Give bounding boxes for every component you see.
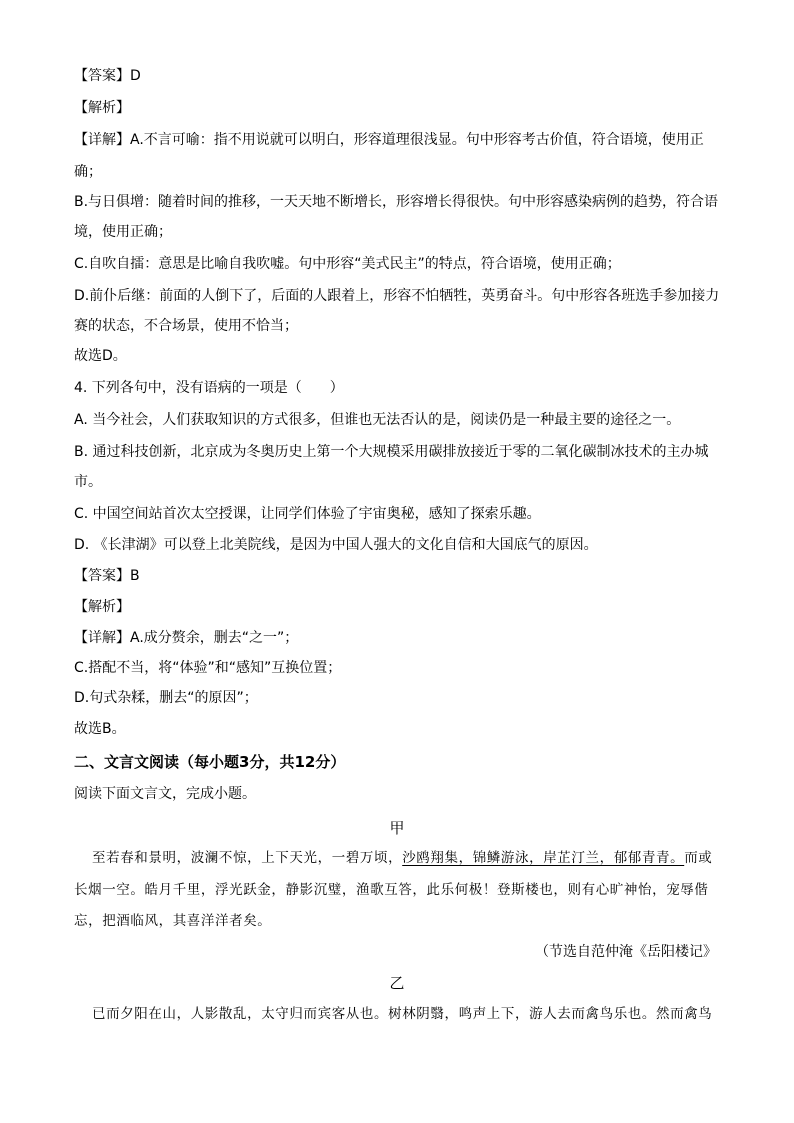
- q3-detail-line-d1: D.前仆后继：前面的人倒下了，后面的人跟着上，形容不怕牺牲，英勇奋斗。句中形容各班选手参加接力: [74, 288, 720, 304]
- section-instruction: 阅读下面文言文，完成小题。: [74, 786, 256, 802]
- passage-title-jia: 甲: [389, 819, 405, 837]
- q3-detail-line-c: C.自吹自擂：意思是比喻自我吹嘘。句中形容“美式民主”的特点，符合语境，使用正确；: [74, 256, 621, 272]
- passage-text: 至若春和景明，波澜不惊，上下天光，一碧万顷，: [92, 850, 403, 866]
- answer-tag: 【答案】: [74, 68, 130, 84]
- detail-tag: 【详解】: [74, 132, 130, 148]
- passage-jia-line2: 长烟一空。皓月千里，浮光跃金，静影沉璧，渔歌互答，此乐何极！登斯楼也，则有心旷神怡，宠辱偕: [74, 882, 709, 898]
- q3-conclusion: 故选D。: [74, 348, 127, 364]
- answer-tag: 【答案】: [74, 568, 130, 584]
- passage-yi-line1: 已而夕阳在山，人影散乱，太守归而宾客从也。树林阴翳，鸣声上下，游人去而禽鸟乐也。然而禽鸟: [92, 1006, 713, 1022]
- q4-option-b-line2: 市。: [74, 474, 102, 490]
- q4-detail-line-a: [74, 628, 724, 648]
- underlined-sentence: 沙鸥翔集，锦鳞游泳，岸芷汀兰，郁郁青青。: [402, 850, 685, 866]
- passage-jia-line3: 忘，把酒临风，其喜洋洋者矣。: [74, 913, 272, 929]
- q3-answer-line: [74, 66, 724, 86]
- q4-stem: 4. 下列各句中，没有语病的一项是（ ）: [74, 380, 344, 396]
- answer-value: D: [130, 68, 141, 84]
- passage-title-yi: 乙: [389, 974, 405, 992]
- passage-jia-line1: [92, 848, 732, 868]
- q3-analysis-tag: 【解析】: [74, 100, 130, 116]
- passage-jia-source: （节选自范仲淹《岳阳楼记》: [535, 944, 717, 960]
- q3-detail-line-a1: [74, 130, 724, 150]
- q4-answer-line: [74, 566, 724, 586]
- section-heading: 二、文言文阅读（每小题3分，共12分）: [74, 753, 346, 771]
- q4-detail-line-c: C.搭配不当，将“体验”和“感知”互换位置；: [74, 660, 342, 676]
- q4-detail-line-d: D.句式杂糅，删去“的原因”；: [74, 690, 258, 706]
- q4-option-b-line1: B. 通过科技创新，北京成为冬奥历史上第一个大规模采用碳排放接近于零的二氧化碳制冰技术的主办城: [74, 444, 709, 460]
- q4-analysis-tag: 【解析】: [74, 599, 130, 615]
- q3-detail-line-b1: B.与日俱增：随着时间的推移，一天天地不断增长，形容增长得很快。句中形容感染病例的趋势，符合语: [74, 194, 719, 210]
- q4-option-d: D. 《长津湖》可以登上北美院线，是因为中国人强大的文化自信和大国底气的原因。: [74, 537, 598, 553]
- detail-text: A.不言可喻：指不用说就可以明白，形容道理很浅显。句中形容考古价值，符合语境，使用正: [130, 132, 704, 148]
- q4-conclusion: 故选B。: [74, 721, 126, 737]
- q3-detail-line-b2: 境，使用正确；: [74, 224, 172, 240]
- q3-detail-line-d2: 赛的状态，不合场景，使用不恰当；: [74, 318, 298, 334]
- detail-text: A.成分赘余，删去“之一”；: [130, 630, 299, 646]
- answer-value: B: [130, 568, 140, 584]
- q4-option-a: A. 当今社会，人们获取知识的方式很多，但谁也无法否认的是，阅读仍是一种最主要的途径之一。: [74, 412, 681, 428]
- q4-option-c: C. 中国空间站首次太空授课，让同学们体验了宇宙奥秘，感知了探索乐趣。: [74, 506, 541, 522]
- q3-detail-line-a2: 确；: [74, 164, 102, 180]
- detail-tag: 【详解】: [74, 630, 130, 646]
- passage-text: 而或: [684, 850, 713, 866]
